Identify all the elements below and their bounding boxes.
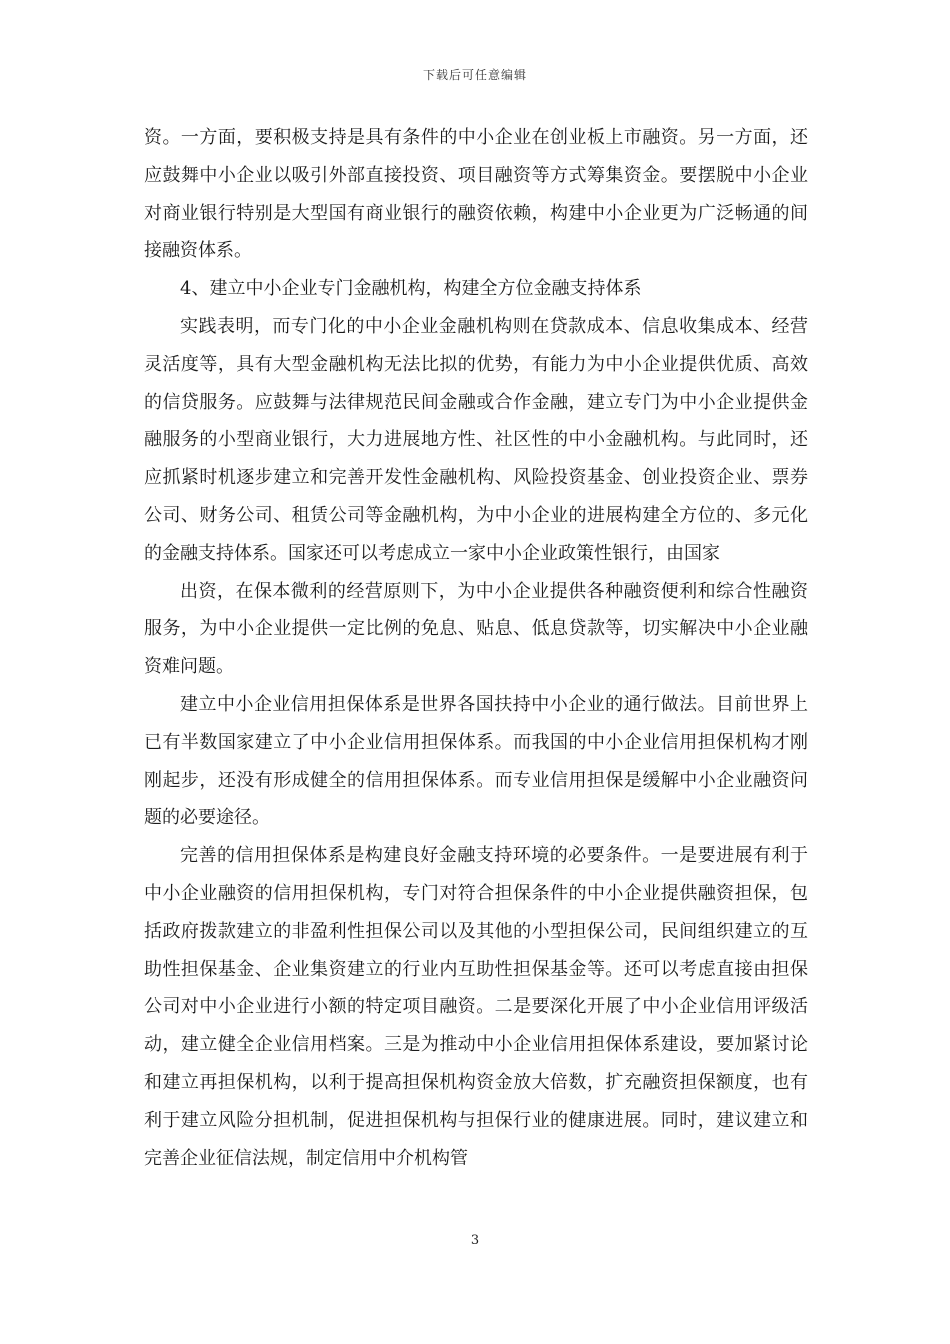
paragraph-financing-continuation: 资。一方面，要积极支持是具有条件的中小企业在创业板上市融资。另一方面，还应鼓舞中小企业以吸引外部直接投资、项目融资等方式筹集资金。要摆脱中小企业对商业银行特别是大型国有商业银行的融资依赖，构建中小企业更为广泛畅通的间接融资体系。 xyxy=(144,127,808,262)
section-heading-financial-institutions: 4、建立中小企业专门金融机构，构建全方位金融支持体系 xyxy=(180,278,642,300)
page-number: 3 xyxy=(470,1233,480,1248)
paragraph-state-funding: 出资，在保本微利的经营原则下，为中小企业提供各种融资便利和综合性融资服务，为中小企业提供一定比例的免息、贴息、低息贷款等，切实解决中小企业融资难问题。 xyxy=(144,580,808,678)
document-body xyxy=(144,119,808,1177)
paragraph-credit-guarantee-intro: 建立中小企业信用担保体系是世界各国扶持中小企业的通行做法。目前世界上已有半数国家建立了中小企业信用担保体系。而我国的中小企业信用担保机构才刚刚起步，还没有形成健全的信用担保体系。而专业信用担保是缓解中小企业融资问题的必要途径。 xyxy=(144,693,808,829)
page-header: 下载后可任意编辑 xyxy=(422,68,527,82)
paragraph-credit-guarantee-system: 完善的信用担保体系是构建良好金融支持环境的必要条件。一是要进展有利于中小企业融资的信用担保机构，专门对符合担保条件的中小企业提供融资担保，包括政府拨款建立的非盈利性担保公司以及其他的小型担保公司，民间组织建立的互助性担保基金、企业集资建立的行业内互助性担保基金等。还可以考虑直接由担保公司对中小企业进行小额的特定项目融资。二是要深化开展了中小企业信用评级活动，建立健全企业信用档案。三是为推动中小企业信用担保体系建设，要加紧讨论和建立再担保机构，以利于提高担保机构资金放大倍数，扩充融资担保额度，也有利于建立风险分担机制，促进担保机构与担保行业的健康进展。同时，建议建立和完善企业征信法规，制定信用中介机构管 xyxy=(144,845,808,1169)
paragraph-specialized-institutions: 实践表明，而专门化的中小企业金融机构则在贷款成本、信息收集成本、经营灵活度等，具有大型金融机构无法比拟的优势，有能力为中小企业提供优质、高效的信贷服务。应鼓舞与法律规范民间金融或合作金融，建立专门为中小企业提供金融服务的小型商业银行，大力进展地方性、社区性的中小金融机构。与此同时，还应抓紧时机逐步建立和完善开发性金融机构、风险投资基金、创业投资企业、票券公司、财务公司、租赁公司等金融机构，为中小企业的进展构建全方位的、多元化的金融支持体系。国家还可以考虑成立一家中小企业政策性银行，由国家 xyxy=(144,315,808,564)
